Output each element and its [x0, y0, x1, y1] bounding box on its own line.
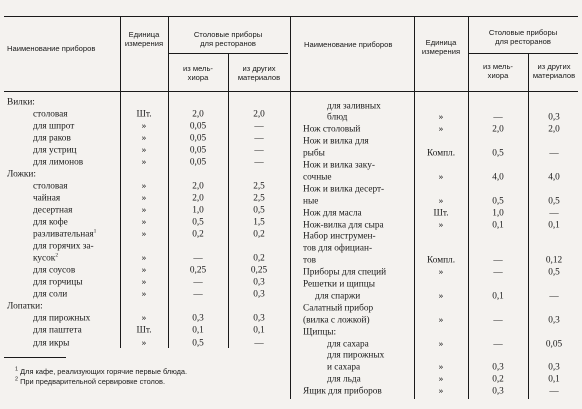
left-row-value-other: —	[254, 133, 264, 144]
right-row-unit: Компл.	[426, 255, 456, 266]
row-name-text: Набор инструмен-	[303, 231, 376, 242]
right-row-value-melchior: 1,0	[492, 208, 504, 219]
row-name-text: Нож и вилка для	[303, 136, 369, 147]
left-row-name	[33, 193, 60, 204]
right-row-value-melchior: 4,0	[492, 172, 504, 183]
right-row-name	[303, 315, 370, 326]
row-name-text: рыбы	[303, 148, 325, 159]
row-name-text: для раков	[33, 133, 71, 144]
header-sub2-left-2: материалов	[237, 73, 281, 82]
left-row-name	[33, 133, 71, 144]
right-row-name	[303, 137, 369, 148]
row-name-text: Нож столовый	[303, 124, 361, 135]
left-row-value-melchior: 0,05	[189, 121, 207, 132]
left-row-value-other: —	[254, 145, 264, 156]
right-row-value-other: 0,3	[548, 112, 560, 123]
left-row-value-melchior: 0,1	[192, 325, 204, 336]
right-row-unit: »	[438, 196, 444, 207]
right-row-name	[327, 101, 381, 112]
right-row-value-other: 0,3	[548, 315, 560, 326]
right-row-unit: »	[438, 374, 444, 385]
left-row-name	[33, 230, 96, 241]
footnote-1-mark: 1	[15, 366, 19, 373]
right-row-value-melchior: —	[493, 255, 503, 266]
left-row-value-melchior: 0,05	[189, 133, 207, 144]
center-divider	[290, 16, 291, 399]
row-name-text: Приборы для специй	[303, 267, 387, 278]
row-name-text: тов для официан-	[303, 243, 373, 254]
right-row-unit: »	[438, 112, 444, 123]
right-row-name	[303, 208, 362, 219]
left-row-value-melchior: —	[193, 289, 203, 300]
row-name-text: для спаржи	[315, 291, 361, 302]
row-name-text: для икры	[33, 338, 70, 348]
header-group-left-1: Столовые приборы	[193, 30, 263, 39]
row-name-text: столовая	[33, 181, 68, 192]
right-row-name	[327, 339, 369, 350]
footnote-ref: 1	[93, 228, 97, 235]
header-unit-right-1: Единица	[425, 38, 457, 47]
header-sub2-right-1: из других	[537, 62, 571, 71]
left-row-name	[33, 218, 68, 229]
left-row-value-other: 0,5	[253, 205, 265, 216]
left-row-name	[33, 266, 75, 277]
footnote-rule	[4, 357, 66, 358]
left-row-unit: »	[141, 181, 147, 192]
left-row-unit: Шт.	[136, 109, 152, 120]
right-row-value-other: 0,05	[545, 339, 563, 349]
row-name-text: (вилка с ложкой)	[303, 315, 370, 326]
right-row-name	[303, 327, 336, 338]
row-name-text: Нож и вилка заку-	[303, 160, 375, 171]
right-row-value-melchior: —	[493, 339, 503, 349]
row-name-text: для соусов	[33, 265, 76, 276]
row-name-text: для заливных	[327, 101, 381, 111]
right-row-value-other: —	[549, 291, 559, 302]
right-row-name	[303, 149, 325, 160]
left-row-value-other: 2,5	[253, 193, 265, 204]
header-sub2-right-2: материалов	[532, 71, 576, 80]
header-unit-right-2: измерения	[421, 47, 461, 56]
right-row-unit: »	[438, 124, 444, 135]
header-sub1-left-2: хиора	[187, 73, 209, 82]
right-row-value-melchior: 0,3	[492, 386, 504, 397]
right-row-value-melchior: —	[493, 112, 503, 123]
footnote-2	[15, 377, 165, 386]
footnote-ref: 2	[55, 252, 59, 259]
right-row-unit: »	[438, 291, 444, 302]
right-row-name	[327, 375, 361, 386]
left-row-value-other: 0,2	[253, 229, 265, 240]
left-row-value-other: 0,3	[253, 289, 265, 300]
right-row-name	[303, 232, 376, 243]
row-name-text: Вилки:	[7, 97, 35, 107]
row-name-text: для соли	[33, 289, 68, 300]
header-sub2-left-1: из других	[242, 64, 276, 73]
right-row-value-other: —	[549, 148, 559, 159]
left-row-value-other: —	[254, 157, 264, 168]
header-group-right-1: Столовые приборы	[488, 28, 558, 37]
right-row-name	[303, 280, 375, 291]
footnote-1	[15, 367, 187, 376]
left-row-value-other: 0,2	[253, 253, 265, 264]
right-row-name	[303, 172, 332, 183]
row-name-text: для шпрот	[33, 121, 75, 132]
left-row-value-melchior: —	[193, 277, 203, 288]
right-row-name	[327, 113, 347, 124]
row-name-text: столовая	[33, 109, 68, 120]
left-row-value-other: —	[254, 338, 264, 348]
row-name-text: Лопатки:	[7, 301, 43, 312]
right-row-name	[303, 220, 384, 231]
right-row-value-melchior: 0,5	[492, 196, 504, 207]
left-row-unit: »	[141, 145, 147, 156]
right-row-unit: »	[438, 172, 444, 183]
left-row-value-melchior: —	[193, 253, 203, 264]
right-row-value-melchior: —	[493, 267, 503, 278]
left-row-unit: »	[141, 265, 147, 276]
right-row-name	[315, 291, 360, 302]
right-row-name	[327, 363, 360, 374]
left-row-name	[33, 326, 82, 337]
right-row-unit: »	[438, 339, 444, 349]
left-row-unit: »	[141, 217, 147, 228]
row-name-text: Ящик для приборов	[303, 386, 382, 397]
left-row-name	[33, 181, 68, 192]
left-row-value-other: 0,3	[253, 313, 265, 324]
right-row-unit: »	[438, 386, 444, 397]
left-row-name	[33, 121, 74, 132]
header-name-right: Наименование приборов	[304, 40, 393, 49]
row-name-text: разливательная	[33, 229, 94, 240]
left-row-unit: »	[141, 133, 147, 144]
right-row-value-other: 2,0	[548, 124, 560, 135]
left-row-value-melchior: 0,3	[192, 313, 204, 324]
left-row-name	[7, 169, 36, 180]
header-bottom-rule	[4, 91, 578, 92]
footnote-2-mark: 2	[15, 376, 19, 383]
left-row-unit: »	[141, 157, 147, 168]
row-name-text: для кофе	[33, 217, 68, 228]
header-sub1-right-1: из мель-	[483, 62, 513, 71]
right-row-value-melchior: 0,1	[492, 291, 504, 302]
left-row-unit: »	[141, 205, 147, 216]
footnote-2-text: При предварительной сервировке столов.	[20, 377, 166, 386]
right-row-value-other: 0,5	[548, 267, 560, 278]
row-name-text: ные	[303, 196, 319, 207]
right-row-unit: »	[438, 362, 444, 373]
left-row-unit: Шт.	[136, 325, 152, 336]
left-row-value-melchior: 0,5	[192, 217, 204, 228]
right-row-value-other: 4,0	[548, 172, 560, 183]
right-row-name	[303, 268, 386, 279]
right-row-unit: »	[438, 267, 444, 278]
row-name-text: Нож для масла	[303, 208, 362, 219]
row-name-text: Решетки и щипцы	[303, 279, 375, 290]
footnote-1-text: Для кафе, реализующих горячие первые блюда.	[20, 367, 188, 376]
left-row-value-melchior: 0,5	[192, 338, 204, 348]
right-row-value-melchior: 0,2	[492, 374, 504, 385]
right-row-name	[303, 125, 360, 136]
row-name-text: для паштета	[33, 325, 82, 336]
row-name-text: Салатный прибор	[303, 303, 374, 314]
row-name-text: для пирожных	[33, 313, 91, 324]
row-name-text: для льда	[327, 374, 361, 385]
right-row-name	[303, 161, 375, 172]
left-row-unit: »	[141, 253, 147, 264]
right-row-name	[303, 196, 318, 207]
left-row-name	[7, 302, 43, 313]
left-row-unit: »	[141, 193, 147, 204]
left-row-value-other: 2,0	[253, 109, 265, 120]
right-row-unit: Шт.	[433, 208, 449, 219]
row-name-text: для сахара	[327, 339, 369, 349]
row-name-text: чайная	[33, 193, 61, 204]
row-name-text: сочные	[303, 172, 332, 183]
header-group-right-2: для ресторанов	[495, 37, 551, 46]
left-row-name	[33, 157, 83, 168]
right-row-value-melchior: —	[493, 315, 503, 326]
left-row-unit: »	[141, 121, 147, 132]
right-row-name	[303, 244, 372, 255]
right-row-value-melchior: 0,3	[492, 362, 504, 373]
right-row-name	[303, 387, 382, 398]
right-row-value-other: 0,1	[548, 220, 560, 230]
row-name-text: Щипцы:	[303, 327, 337, 338]
left-row-value-other: —	[254, 121, 264, 132]
right-row-value-other: —	[549, 386, 559, 397]
left-row-name	[33, 242, 94, 253]
left-row-name	[33, 290, 67, 301]
row-name-text: для лимонов	[33, 157, 84, 168]
row-name-text: и сахара	[327, 362, 361, 373]
right-row-unit: Компл.	[426, 148, 456, 159]
row-name-text: тов	[303, 255, 316, 266]
header-unit-left-2: измерения	[124, 39, 164, 48]
left-row-value-melchior: 0,25	[189, 265, 207, 276]
right-row-value-other: 0,3	[548, 362, 560, 373]
left-row-value-other: 2,5	[253, 181, 265, 192]
row-name-text: для горчицы	[33, 277, 83, 288]
row-name-text: блюд	[327, 112, 348, 123]
left-row-value-melchior: 0,2	[192, 229, 204, 240]
row-name-text: для пирожных	[327, 350, 385, 361]
left-row-value-melchior: 0,05	[189, 145, 207, 156]
left-row-name	[33, 338, 69, 349]
right-row-value-melchior: 2,0	[492, 124, 504, 135]
row-name-text: десертная	[33, 205, 73, 216]
left-row-unit: »	[141, 229, 147, 240]
left-row-unit: »	[141, 277, 147, 288]
row-name-text: кусок	[33, 253, 56, 264]
header-sub1-left-1: из мель-	[183, 64, 213, 73]
left-row-unit: »	[141, 313, 147, 324]
left-row-unit: »	[141, 338, 147, 348]
row-name-text: Нож и вилка десерт-	[303, 184, 385, 195]
left-row-name	[33, 314, 90, 325]
left-row-name	[33, 205, 72, 216]
left-row-value-melchior: 0,05	[189, 157, 207, 168]
left-row-value-melchior: 1,0	[192, 205, 204, 216]
right-row-value-other: 0,5	[548, 196, 560, 207]
right-row-value-other: 0,12	[545, 255, 563, 266]
right-row-value-melchior: 0,1	[492, 220, 504, 230]
right-row-unit: »	[438, 315, 444, 326]
left-row-value-melchior: 2,0	[192, 181, 204, 192]
left-row-name	[33, 254, 58, 265]
left-row-name	[33, 278, 83, 289]
row-name-text: для горячих за-	[33, 241, 94, 252]
right-row-name	[303, 256, 316, 267]
header-group-left-2: для ресторанов	[200, 39, 256, 48]
right-row-unit: »	[438, 220, 444, 230]
left-row-unit: »	[141, 289, 147, 300]
header-name-left: Наименование приборов	[7, 44, 96, 53]
row-name-text: Ложки:	[7, 169, 36, 180]
left-row-value-melchior: 2,0	[192, 109, 204, 120]
right-row-value-melchior: 0,5	[492, 148, 504, 159]
right-row-name	[303, 303, 373, 314]
header-unit-left-1: Единица	[128, 30, 160, 39]
left-row-value-other: 0,3	[253, 277, 265, 288]
left-row-value-other: 0,1	[253, 325, 265, 336]
left-row-value-melchior: 2,0	[192, 193, 204, 204]
row-name-text: для устриц	[33, 145, 77, 156]
right-row-name	[303, 184, 384, 195]
left-row-name	[33, 109, 68, 120]
row-name-text: Нож-вилка для сыра	[303, 220, 384, 230]
header-sub1-right-2: хиора	[487, 71, 509, 80]
top-rule	[4, 16, 578, 17]
left-row-value-other: 1,5	[253, 217, 265, 228]
left-row-name	[33, 145, 77, 156]
group-header-rule-right	[468, 53, 578, 54]
left-row-name	[7, 97, 35, 108]
left-row-value-other: 0,25	[250, 265, 268, 276]
right-row-name	[327, 351, 384, 362]
right-row-value-other: 0,1	[548, 374, 560, 385]
right-row-value-other: —	[549, 208, 559, 219]
